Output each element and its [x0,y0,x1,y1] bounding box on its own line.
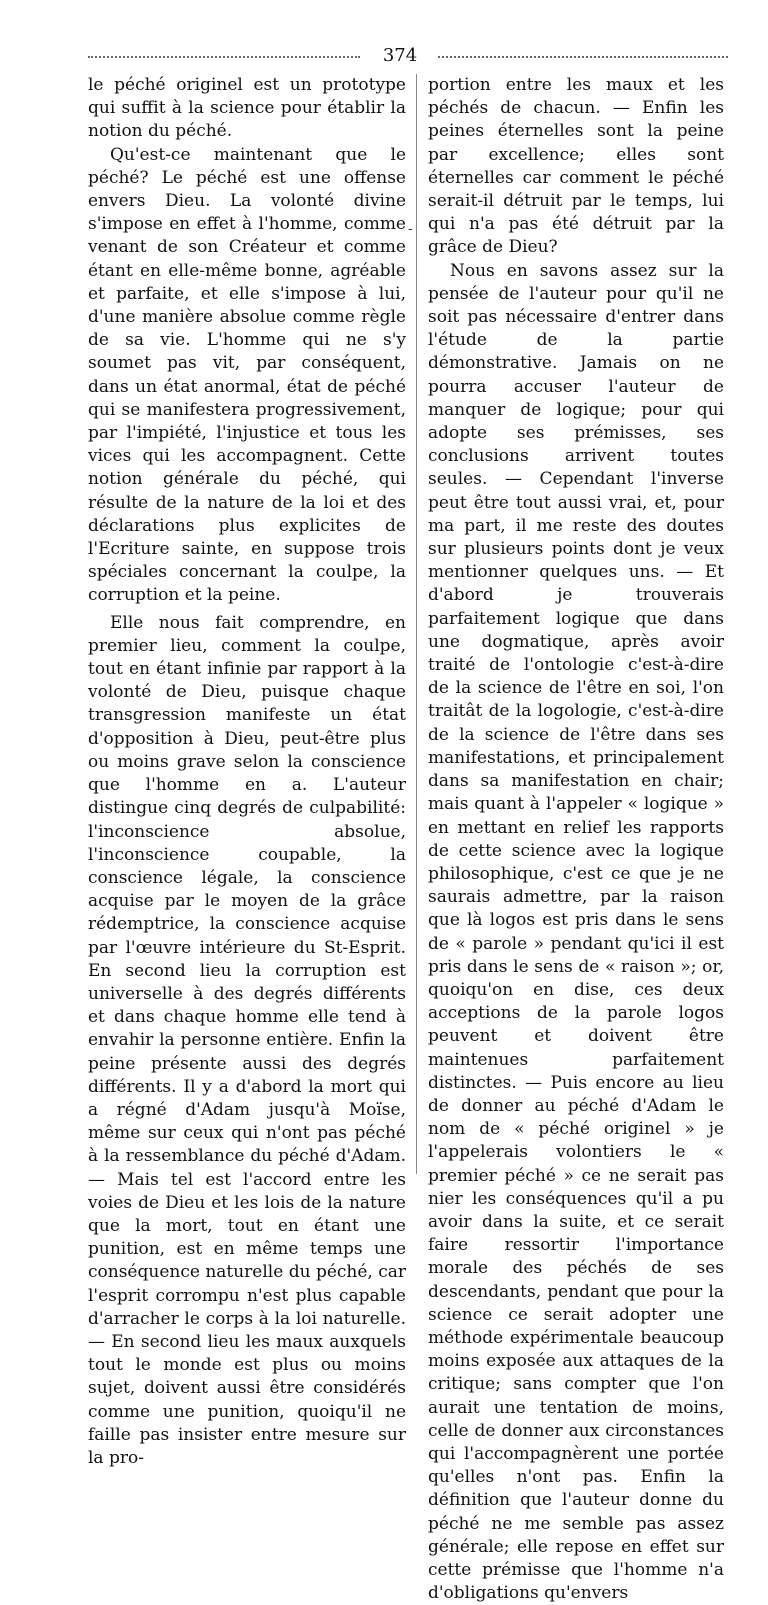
left-paragraph-1: le péché originel est un prototype qui suffit à la science pour établir la notion du péché. [88,75,406,142]
page-header [88,44,728,68]
header-rule-left [88,56,360,58]
right-paragraph-1: portion entre les maux et les péchés de chacun. — Enfin les peines éternelles sont la peine par excellence; elles sont éternelles car comment le péché serait-il détruit par le temps, lui qui n'a pas été détruit par la grâce de Dieu? [428,75,724,258]
right-paragraph-2: Nous en savons assez sur la pensée de l'auteur pour qu'il ne soit pas nécessaire d'entrer dans l'étude de la partie démonstrative. Jamais on ne pourra accuser l'auteur de manquer de logique; pour qui adopte ses prémisses, ses conclusions arrivent toutes seules. — Cependant l'inverse peut être tout aussi vrai, et, pour ma part, il me reste des doutes sur plusieurs points dont je veux mentionner quelques uns. — Et d'abord je trouverais parfaitement logique que dans une dogmatique, après avoir traité de l'ontologie c'est-à-dire de la science de l'être en soi, l'on traitât de la logologie, c'est-à-dire de la science de l'être dans ses manifestations, et principalement dans sa manifestation en chair; mais quant à l'appeler « logique » en mettant en relief les rapports de cette science avec la logique philosophique, c'est ce que je ne saurais admettre, par la raison que là logos est pris dans le sens de « parole » pendant qu'ici il est pris dans le sens de « raison »; or, quoiqu'on en dise, ces deux acceptions de la parole logos peuvent et doivent être maintenues parfaitement distinctes. — Puis encore au lieu de donner au péché d'Adam le nom de « péché originel » je l'appelerais volontiers le « premier péché » ce ne serait pas nier les conséquences qu'il a pu avoir dans la suite, et ce serait faire ressortir l'importance morale des péchés de ses descendants, pendant que pour la science ce serait adopter une méthode expérimentale beaucoup moins exposée aux attaques de la critique; sans compter que l'on aurait une tentation de moins, celle de donner aux circonstances qui l'accompagnèrent une portée qu'elles n'ont pas. Enfin la définition que l'auteur donne du péché ne me semble pas assez générale; elle repose en effet sur cette prémisse que l'homme n'a d'obligations qu'envers [428,260,724,1604]
left-paragraph-3: Elle nous fait comprendre, en premier lieu, comment la coulpe, tout en étant infinie par rapport à la volonté de Dieu, puisque chaque transgression manifeste un état d'opposition à Dieu, peut-être plus ou moins grave selon la conscience que l'homme en a. L'auteur distingue cinq degrés de culpabilité: l'inconscience absolue, l'inconscience coupable, la conscience légale, la conscience acquise par le moyen de la grâce rédemptrice, la conscience acquise par l'œuvre intérieure du St-Esprit. En second lieu la corruption est universelle à des degrés différents et dans chaque homme elle tend à envahir la personne entière. Enfin la peine présente aussi des degrés différents. Il y a d'abord la mort qui a régné d'Adam jusqu'à Moïse, même sur ceux qui n'ont pas péché à la ressemblance du péché d'Adam. — Mais tel est l'accord entre les voies de Dieu et les lois de la nature que la mort, tout en étant une punition, est en même temps une conséquence naturelle du péché, car l'esprit corrompu n'est plus capable d'arracher le corps à la loi naturelle. — En second lieu les maux auxquels tout le monde est plus ou moins sujet, doivent aussi être considérés comme une punition, quoiqu'il ne faille pas insister entre mesure sur la pro- [88,612,407,1468]
left-column [88,74,406,1470]
page-number: 374 [382,45,418,66]
column-divider [416,74,417,1174]
header-rule-right [438,56,728,58]
right-column [428,74,724,1605]
margin-mark: - [408,221,413,237]
left-paragraph-2: Qu'est-ce maintenant que le péché? Le péché est une offense envers Dieu. La volonté divine s'impose en effet à l'homme, comme venant de son Créateur et comme étant en elle-même bonne, agréable et parfaite, et elle s'impose à lui, d'une manière absolue comme règle de sa vie. L'homme qui ne s'y soumet pas vit, par conséquent, dans un état anormal, état de péché qui se manifestera progressivement, par l'impiété, l'injustice et tous les vices qui les accompagnent. Cette notion générale du péché, qui résulte de la nature de la loi et des déclarations plus explicites de l'Ecriture sainte, en suppose trois spéciales concernant la coulpe, la corruption et la peine. [88,144,406,606]
